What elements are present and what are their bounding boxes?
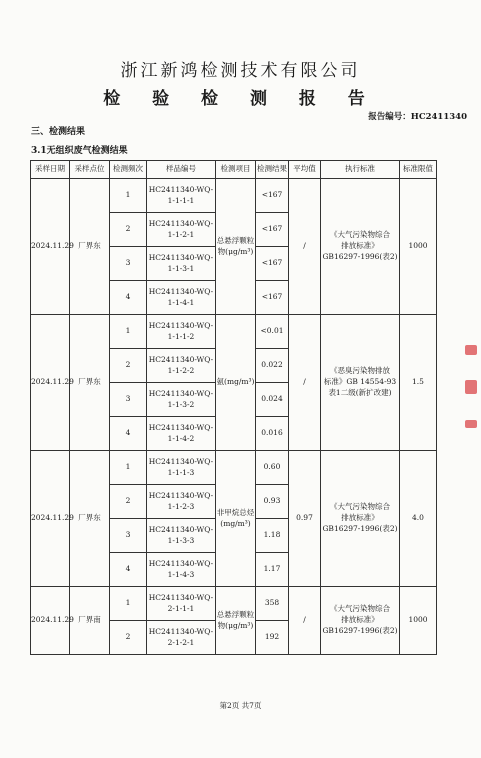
table-header-row <box>31 161 437 179</box>
sample-number-line: 1-1-2-2 <box>167 365 195 375</box>
frequency: 4 <box>110 553 147 587</box>
sample-number-line: HC2411340-WQ- <box>148 185 214 195</box>
frequency: 1 <box>110 179 147 213</box>
test-result: 0.93 <box>256 485 289 519</box>
test-item: 总悬浮颗粒物(μg/m³) <box>216 587 256 655</box>
sample-number <box>147 519 216 553</box>
col-header-standard: 执行标准 <box>321 161 400 179</box>
standard-line: 标准》GB 14554-93 <box>323 377 397 387</box>
sampling-date: 2024.11.29 <box>31 587 70 655</box>
sample-number-line: 2-1-2-1 <box>167 637 195 647</box>
frequency: 3 <box>110 247 147 281</box>
sample-number <box>147 281 216 315</box>
col-header-date: 采样日期 <box>31 161 70 179</box>
frequency: 2 <box>110 349 147 383</box>
sample-number-line: 1-1-2-1 <box>167 229 195 239</box>
sample-number-line: 2-1-1-1 <box>167 603 195 613</box>
test-result: 358 <box>256 587 289 621</box>
sampling-date: 2024.11.29 <box>31 451 70 587</box>
sample-number-line: HC2411340-WQ- <box>148 627 214 637</box>
standard-line: 《恶臭污染物排放 <box>330 366 390 376</box>
sample-number <box>147 417 216 451</box>
sample-number-line: HC2411340-WQ- <box>148 559 214 569</box>
test-result: <167 <box>256 247 289 281</box>
seal-fragment <box>465 345 477 355</box>
sample-number <box>147 247 216 281</box>
test-item: 总悬浮颗粒物(μg/m³) <box>216 179 256 315</box>
frequency: 2 <box>110 213 147 247</box>
test-result: <0.01 <box>256 315 289 349</box>
sample-number-line: HC2411340-WQ- <box>148 491 214 501</box>
test-result: <167 <box>256 179 289 213</box>
frequency: 1 <box>110 451 147 485</box>
sampling-location: 厂界南 <box>70 587 110 655</box>
section-subheading: 3.1无组织废气检测结果 <box>31 146 128 156</box>
sample-number-line: HC2411340-WQ- <box>148 423 214 433</box>
sample-number <box>147 621 216 655</box>
standard-limit: 1000 <box>400 587 437 655</box>
company-name: 浙江新鸿检测技术有限公司 <box>120 61 361 81</box>
average-value: / <box>289 587 321 655</box>
average-value: / <box>289 315 321 451</box>
sampling-date: 2024.11.29 <box>31 179 70 315</box>
sample-number-line: 1-1-4-3 <box>167 569 195 579</box>
test-result: 1.18 <box>256 519 289 553</box>
frequency: 3 <box>110 383 147 417</box>
sample-number-line: 1-1-1-3 <box>167 467 195 477</box>
sample-number-line: HC2411340-WQ- <box>148 525 214 535</box>
report-title: 检 验 检 测 报 告 <box>103 89 378 109</box>
standard-line: GB16297-1996(表2) <box>322 625 398 635</box>
sample-number <box>147 383 216 417</box>
sample-number <box>147 587 216 621</box>
sample-number-line: 1-1-3-2 <box>167 399 195 409</box>
sample-number-line: 1-1-3-3 <box>167 535 195 545</box>
frequency: 2 <box>110 485 147 519</box>
standard-line: 表1二级(新扩改建) <box>328 387 392 397</box>
col-header-frequency: 检测频次 <box>110 161 147 179</box>
col-header-result: 检测结果 <box>256 161 289 179</box>
executive-standard <box>321 587 400 655</box>
standard-line: GB16297-1996(表2) <box>322 523 398 533</box>
test-result: 192 <box>256 621 289 655</box>
executive-standard <box>321 315 400 451</box>
col-header-location: 采样点位 <box>70 161 110 179</box>
results-table <box>30 160 437 655</box>
standard-line: 排放标准》 <box>341 615 379 625</box>
frequency: 3 <box>110 519 147 553</box>
sample-number <box>147 485 216 519</box>
test-result: 0.016 <box>256 417 289 451</box>
executive-standard <box>321 451 400 587</box>
sampling-location: 厂界东 <box>70 315 110 451</box>
sample-number-line: 1-1-4-2 <box>167 433 195 443</box>
standard-limit: 1000 <box>400 179 437 315</box>
average-value: 0.97 <box>289 451 321 587</box>
standard-line: 《大气污染物综合 <box>330 502 390 512</box>
test-result: 0.024 <box>256 383 289 417</box>
standard-line: 排放标准》 <box>341 241 379 251</box>
section-heading: 三、检测结果 <box>31 127 86 137</box>
test-result: 0.60 <box>256 451 289 485</box>
sample-number-line: 1-1-1-2 <box>167 331 195 341</box>
test-item: 非甲烷总烃(mg/m³) <box>216 451 256 587</box>
sample-number-line: HC2411340-WQ- <box>148 457 214 467</box>
sample-number-line: 1-1-1-1 <box>167 195 195 205</box>
frequency: 4 <box>110 281 147 315</box>
col-header-sample-no: 样品编号 <box>147 161 216 179</box>
report-number: 报告编号：HC2411340 <box>368 112 467 122</box>
standard-line: 排放标准》 <box>341 513 379 523</box>
sample-number <box>147 553 216 587</box>
average-value: / <box>289 179 321 315</box>
test-item: 氨(mg/m³) <box>216 315 256 451</box>
test-result: <167 <box>256 213 289 247</box>
sample-number <box>147 179 216 213</box>
frequency: 4 <box>110 417 147 451</box>
sample-number-line: HC2411340-WQ- <box>148 219 214 229</box>
sample-number <box>147 349 216 383</box>
standard-limit: 1.5 <box>400 315 437 451</box>
sample-number <box>147 315 216 349</box>
sample-number-line: HC2411340-WQ- <box>148 593 214 603</box>
sampling-location: 厂界东 <box>70 451 110 587</box>
col-header-limit: 标准限值 <box>400 161 437 179</box>
sample-number-line: 1-1-2-3 <box>167 501 195 511</box>
sample-number-line: HC2411340-WQ- <box>148 355 214 365</box>
executive-standard <box>321 179 400 315</box>
sample-number <box>147 213 216 247</box>
sample-number-line: HC2411340-WQ- <box>148 389 214 399</box>
sampling-date: 2024.11.29 <box>31 315 70 451</box>
standard-limit: 4.0 <box>400 451 437 587</box>
standard-line: 《大气污染物综合 <box>330 230 390 240</box>
col-header-item: 检测项目 <box>216 161 256 179</box>
sample-number-line: 1-1-4-1 <box>167 297 195 307</box>
frequency: 2 <box>110 621 147 655</box>
standard-line: 《大气污染物综合 <box>330 604 390 614</box>
table-row <box>31 315 437 349</box>
col-header-average: 平均值 <box>289 161 321 179</box>
frequency: 1 <box>110 315 147 349</box>
table-row <box>31 179 437 213</box>
seal-fragment <box>465 380 477 394</box>
standard-line: GB16297-1996(表2) <box>322 251 398 261</box>
sample-number-line: HC2411340-WQ- <box>148 287 214 297</box>
test-result: <167 <box>256 281 289 315</box>
table-body <box>31 179 437 655</box>
test-result: 1.17 <box>256 553 289 587</box>
sample-number-line: HC2411340-WQ- <box>148 321 214 331</box>
sample-number-line: 1-1-3-1 <box>167 263 195 273</box>
page-number: 第2页 共7页 <box>219 701 262 710</box>
table-row <box>31 451 437 485</box>
seal-fragment <box>465 420 477 428</box>
sample-number <box>147 451 216 485</box>
sample-number-line: HC2411340-WQ- <box>148 253 214 263</box>
test-result: 0.022 <box>256 349 289 383</box>
sampling-location: 厂界东 <box>70 179 110 315</box>
frequency: 1 <box>110 587 147 621</box>
table-row <box>31 587 437 621</box>
